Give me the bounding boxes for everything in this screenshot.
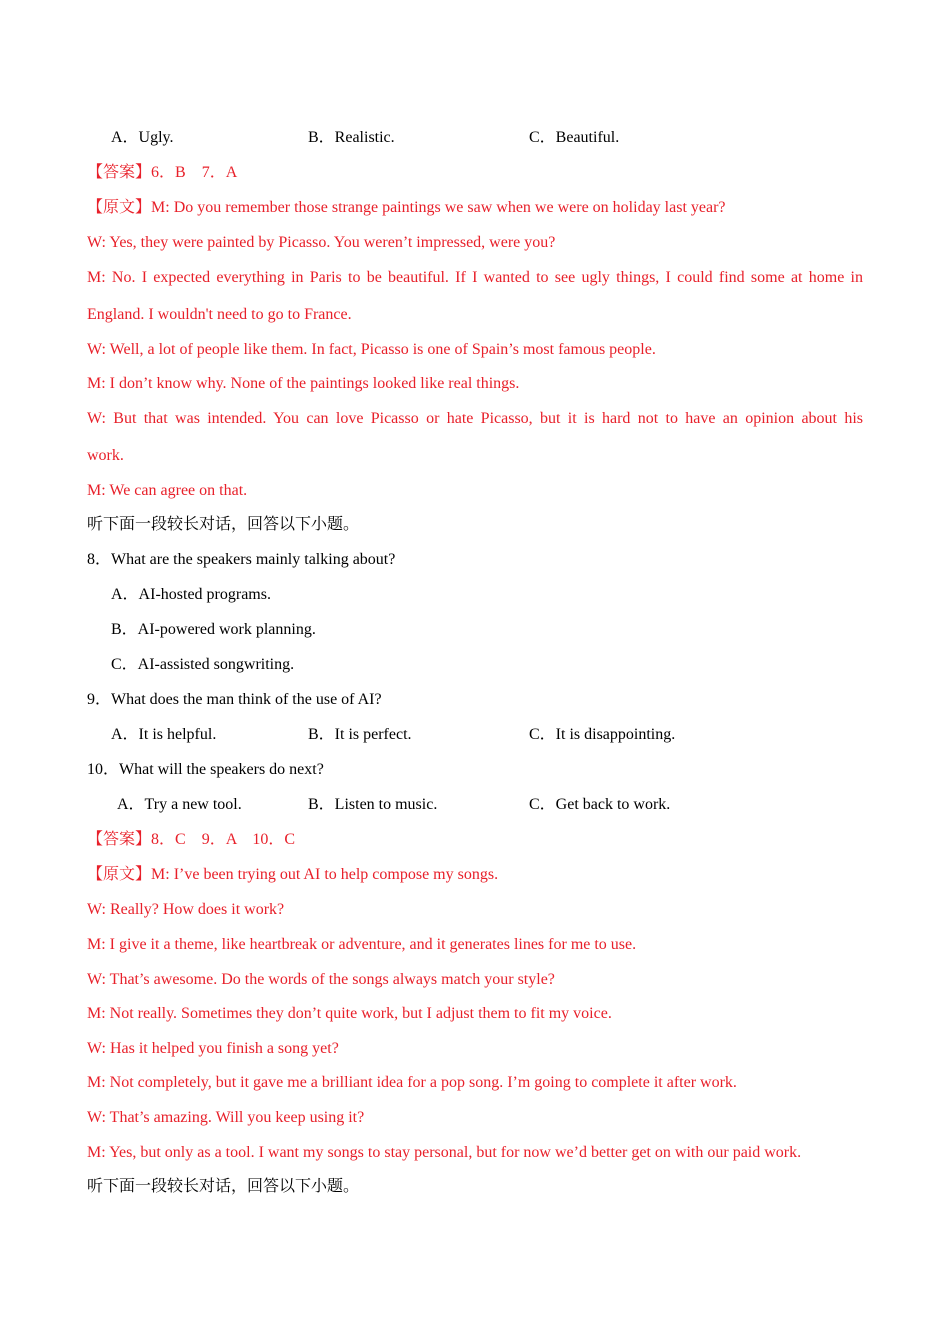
transcript1-line: M: We can agree on that.	[87, 482, 248, 499]
transcript-text: M: Do you remember those strange paintings we saw when we were on holiday last year?	[151, 199, 726, 216]
transcript1-line	[87, 198, 726, 218]
transcript1-line: W: But that was intended. You can love Picasso or hate Picasso, but it is hard not to have an opinion about his	[87, 410, 863, 427]
q10-question: 10．What will the speakers do next?	[87, 761, 324, 778]
section-instruction: 听下面一段较长对话，回答以下小题。	[87, 516, 360, 533]
section-instruction: 听下面一段较长对话，回答以下小题。	[87, 1178, 360, 1195]
transcript-text: M: I’ve been trying out AI to help compose my songs.	[151, 866, 499, 883]
transcript2-line: W: Really? How does it work?	[87, 901, 285, 918]
q9-option-a: A．It is helpful.	[111, 726, 217, 743]
transcript2-line: W: Has it helped you finish a song yet?	[87, 1040, 339, 1057]
transcript1-line: W: Yes, they were painted by Picasso. You weren’t impressed, were you?	[87, 234, 556, 251]
transcript2-line: M: Not completely, but it gave me a brilliant idea for a pop song. I’m going to complete it after work.	[87, 1074, 737, 1091]
transcript-label: 【原文】	[87, 866, 152, 883]
q8-option-a: A．AI-hosted programs.	[111, 586, 271, 603]
q9-option-b: B．It is perfect.	[308, 726, 412, 743]
q8-option-b: B．AI-powered work planning.	[111, 621, 316, 638]
transcript1-line: W: Well, a lot of people like them. In fact, Picasso is one of Spain’s most famous people.	[87, 341, 656, 358]
answer-block-2	[87, 830, 295, 850]
q7-option-c: C．Beautiful.	[529, 129, 620, 146]
q8-option-c: C．AI-assisted songwriting.	[111, 656, 295, 673]
q10-option-b: B．Listen to music.	[308, 796, 438, 813]
answer-block-1	[87, 163, 237, 183]
answer-text: 6．B 7．A	[151, 164, 238, 181]
q7-option-a: A．Ugly.	[111, 129, 174, 146]
answer-label: 【答案】	[87, 831, 152, 848]
transcript2-line: M: Yes, but only as a tool. I want my songs to stay personal, but for now we’d better get on with our paid work.	[87, 1144, 802, 1161]
transcript-label: 【原文】	[87, 199, 152, 216]
q9-question: 9．What does the man think of the use of AI?	[87, 691, 382, 708]
transcript2-line: W: That’s amazing. Will you keep using it?	[87, 1109, 365, 1126]
answer-text: 8．C 9．A 10．C	[151, 831, 296, 848]
q8-question: 8．What are the speakers mainly talking about?	[87, 551, 396, 568]
q10-option-c: C．Get back to work.	[529, 796, 671, 813]
transcript1-line: work.	[87, 447, 124, 464]
transcript2-line	[87, 865, 498, 885]
transcript2-line: M: Not really. Sometimes they don’t quite work, but I adjust them to fit my voice.	[87, 1005, 612, 1022]
transcript2-line: M: I give it a theme, like heartbreak or adventure, and it generates lines for me to use.	[87, 936, 637, 953]
q9-option-c: C．It is disappointing.	[529, 726, 676, 743]
q10-option-a: A．Try a new tool.	[117, 796, 242, 813]
q7-option-b: B．Realistic.	[308, 129, 395, 146]
transcript2-line: W: That’s awesome. Do the words of the songs always match your style?	[87, 971, 555, 988]
transcript1-line: England. I wouldn't need to go to France.	[87, 306, 352, 323]
answer-label: 【答案】	[87, 164, 152, 181]
transcript1-line: M: No. I expected everything in Paris to be beautiful. If I wanted to see ugly things, I could find some at home in	[87, 269, 863, 286]
transcript1-line: M: I don’t know why. None of the paintings looked like real things.	[87, 375, 520, 392]
